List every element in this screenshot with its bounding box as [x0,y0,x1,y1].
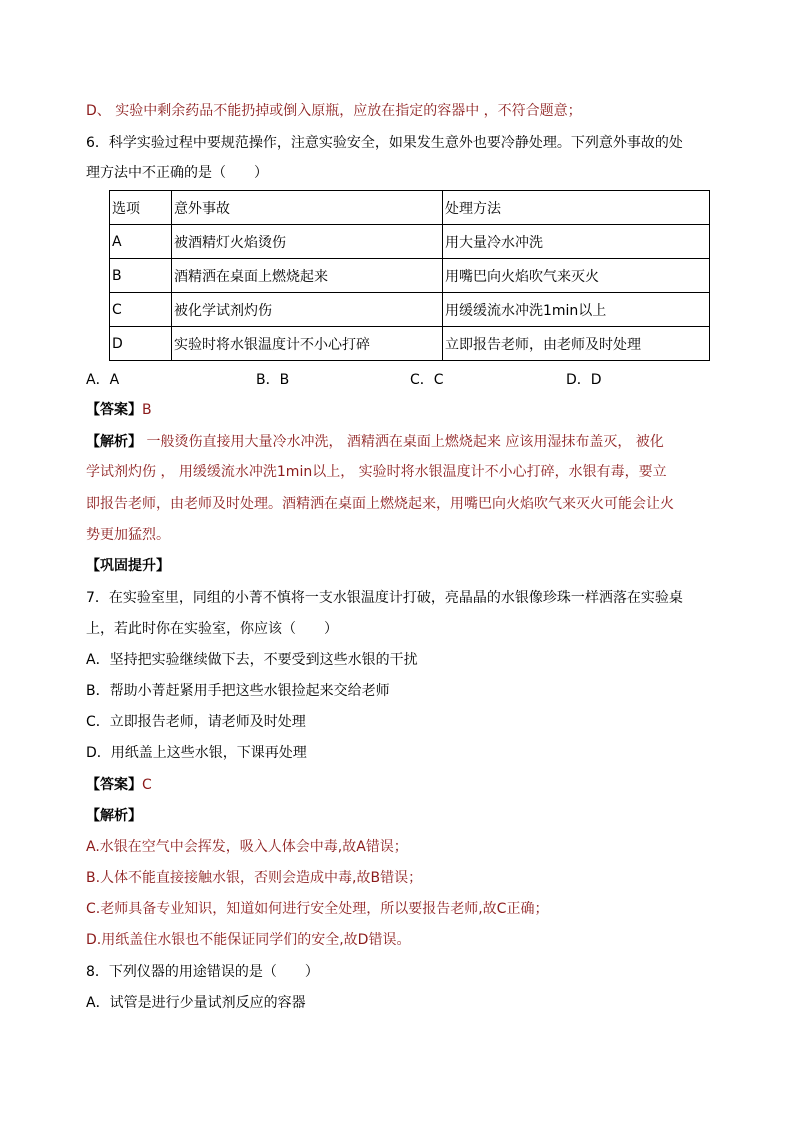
q6-analysis-line4: 势更加猛烈。 [86,527,170,543]
q5-option-d-explanation: D、 实验中剩余药品不能扔掉或倒入原瓶，应放在指定的容器中 ，不符合题意； [86,103,582,119]
table-cell: 用大量冷水冲洗 [443,225,710,259]
q6-option-b: B．B [256,372,290,388]
q6-analysis-line2: 学试剂灼伤 ， 用缓缓流水冲洗1min以上， 实验时将水银温度计不小心打碎，水银有毒，要立 [86,464,667,480]
table-cell: 立即报告老师，由老师及时处理 [443,327,710,361]
accident-table [109,190,710,361]
q7-analysis-a: A.水银在空气中会挥发，吸入人体会中毒,故A错误； [86,839,408,855]
q7-option-b: B．帮助小菁赶紧用手把这些水银捡起来交给老师 [86,683,390,699]
analysis-label: 【解析】 [86,434,142,450]
table-cell: D [110,327,172,361]
table-row [110,293,710,327]
table-cell: 用缓缓流水冲洗1min以上 [443,293,710,327]
table-cell: 实验时将水银温度计不小心打碎 [172,327,443,361]
q7-analysis-d: D.用纸盖住水银也不能保证同学们的安全,故D错误。 [86,932,411,948]
table-cell: A [110,225,172,259]
table-header-cell: 意外事故 [172,191,443,225]
table-cell: C [110,293,172,327]
q7-option-a: A．坚持把实验继续做下去，不要受到这些水银的干扰 [86,652,418,668]
q6-stem-line2: 理方法中不正确的是（ ） [86,165,268,181]
table-header-cell: 处理方法 [443,191,710,225]
table-row [110,225,710,259]
q6-option-d: D．D [566,372,602,388]
q6-option-a: A．A [86,372,120,388]
q7-analysis-c: C.老师具备专业知识，知道如何进行安全处理，所以要报告老师,故C正确； [86,901,549,917]
section-heading: 【巩固提升】 [86,558,170,574]
q8-option-a: A．试管是进行少量试剂反应的容器 [86,995,306,1011]
table-row [110,327,710,361]
q7-answer [86,775,152,795]
q7-analysis-label: 【解析】 [86,808,142,824]
table-cell: 被化学试剂灼伤 [172,293,443,327]
q6-option-c: C．C [410,372,444,388]
q7-stem-line2: 上，若此时你在实验室，你应该（ ） [86,621,338,637]
table-header-cell: 选项 [110,191,172,225]
answer-label: 【答案】 [86,777,142,793]
table-row [110,259,710,293]
q6-stem-line1: 6．科学实验过程中要规范操作，注意实验安全，如果发生意外也要冷静处理。下列意外事故的处 [86,135,683,151]
q7-option-d: D．用纸盖上这些水银，下课再处理 [86,745,307,761]
q6-analysis-line3: 即报告老师，由老师及时处理。酒精洒在桌面上燃烧起来，用嘴巴向火焰吹气来灭火可能会让火 [86,496,674,512]
q7-option-c: C．立即报告老师，请老师及时处理 [86,714,306,730]
q6-analysis-line1 [86,432,664,452]
answer-value: C [142,777,152,793]
q8-stem: 8．下列仪器的用途错误的是（ ） [86,964,319,980]
table-cell: 被酒精灯火焰烫伤 [172,225,443,259]
q7-stem-line1: 7．在实验室里，同组的小菁不慎将一支水银温度计打破，亮晶晶的水银像珍珠一样洒落在实验桌 [86,590,683,606]
table-cell: 酒精洒在桌面上燃烧起来 [172,259,443,293]
table-header-row [110,191,710,225]
analysis-text: 一般烫伤直接用大量冷水冲洗， 酒精洒在桌面上燃烧起来 应该用湿抹布盖灭， 被化 [142,434,664,450]
q6-answer [86,400,152,420]
answer-value: B [142,402,152,418]
table-cell: B [110,259,172,293]
table-cell: 用嘴巴向火焰吹气来灭火 [443,259,710,293]
answer-label: 【答案】 [86,402,142,418]
q7-analysis-b: B.人体不能直接接触水银，否则会造成中毒,故B错误； [86,870,423,886]
